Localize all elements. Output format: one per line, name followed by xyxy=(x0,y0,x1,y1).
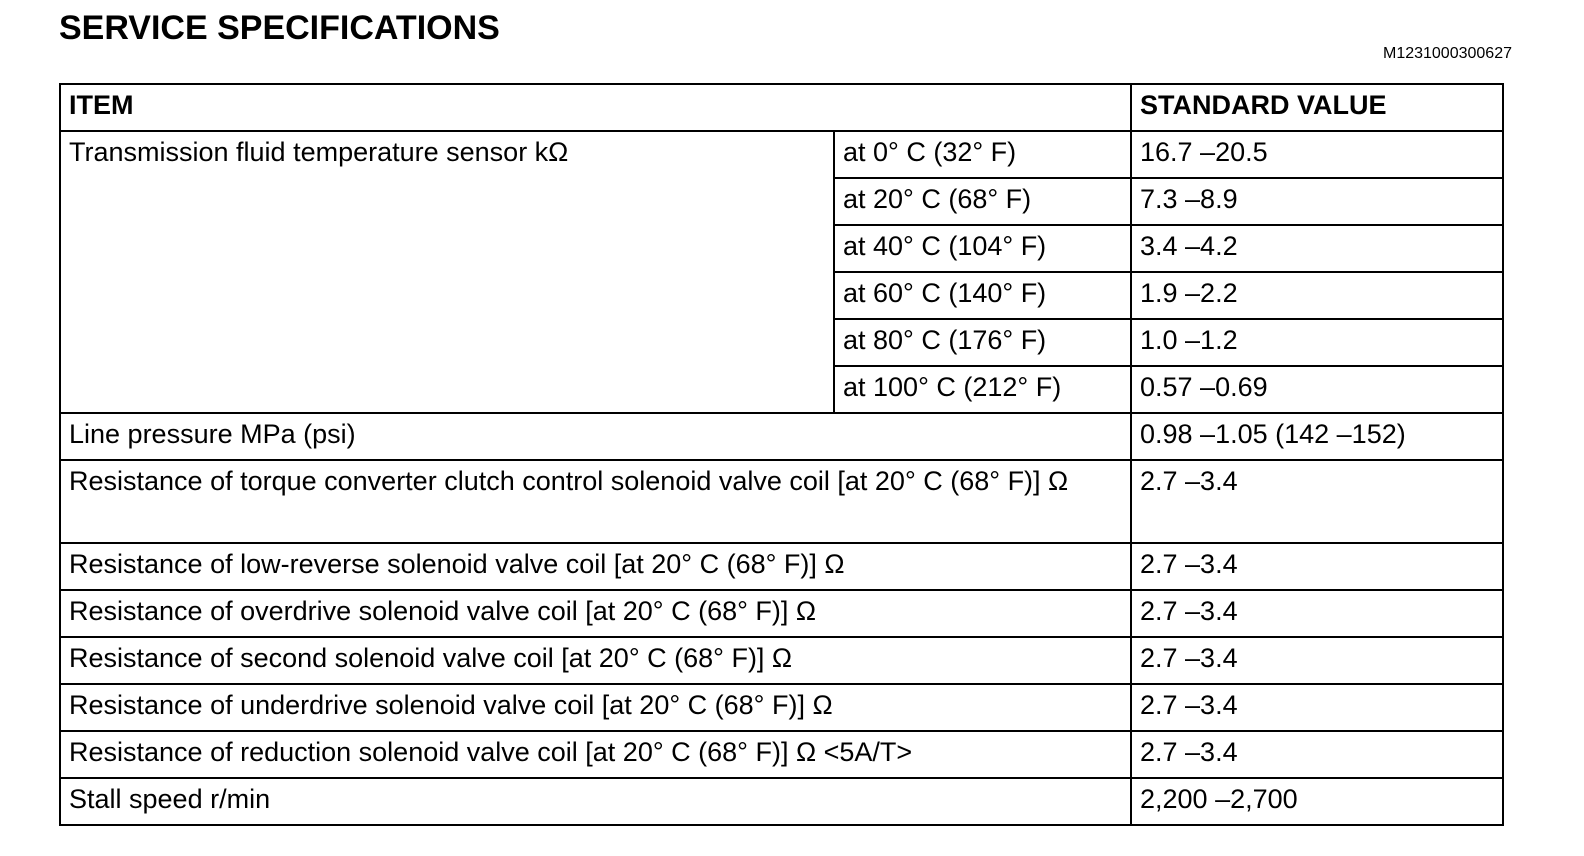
table-row xyxy=(60,684,1503,731)
table-row xyxy=(60,413,1503,460)
temp-condition: at 40° C (104° F) xyxy=(834,225,1131,272)
table-row xyxy=(60,637,1503,684)
service-specifications-table xyxy=(59,83,1504,826)
item-label: Resistance of low-reverse solenoid valve coil [at 20° C (68° F)] Ω xyxy=(60,543,1131,590)
temp-condition: at 20° C (68° F) xyxy=(834,178,1131,225)
standard-value: 7.3 –8.9 xyxy=(1131,178,1503,225)
standard-value: 0.57 –0.69 xyxy=(1131,366,1503,413)
standard-value: 0.98 –1.05 (142 –152) xyxy=(1131,413,1503,460)
document-code: M1231000300627 xyxy=(1382,45,1512,62)
temp-condition: at 100° C (212° F) xyxy=(834,366,1131,413)
standard-value: 2.7 –3.4 xyxy=(1131,543,1503,590)
table-row xyxy=(60,731,1503,778)
temp-condition: at 80° C (176° F) xyxy=(834,319,1131,366)
item-label: Resistance of reduction solenoid valve coil [at 20° C (68° F)] Ω <5A/T> xyxy=(60,731,1131,778)
standard-value: 2.7 –3.4 xyxy=(1131,731,1503,778)
standard-value: 2.7 –3.4 xyxy=(1131,460,1503,543)
header-item: ITEM xyxy=(60,84,1131,131)
item-label: Line pressure MPa (psi) xyxy=(60,413,1131,460)
table-row xyxy=(60,131,1503,178)
table-header-row xyxy=(60,84,1503,131)
table-row xyxy=(60,460,1503,543)
table-row xyxy=(60,543,1503,590)
header-standard-value: STANDARD VALUE xyxy=(1131,84,1503,131)
standard-value: 1.9 –2.2 xyxy=(1131,272,1503,319)
standard-value: 1.0 –1.2 xyxy=(1131,319,1503,366)
standard-value: 2.7 –3.4 xyxy=(1131,590,1503,637)
standard-value: 2.7 –3.4 xyxy=(1131,684,1503,731)
item-label: Resistance of torque converter clutch control solenoid valve coil [at 20° C (68° F)] Ω xyxy=(60,460,1131,543)
temp-condition: at 0° C (32° F) xyxy=(834,131,1131,178)
standard-value: 2.7 –3.4 xyxy=(1131,637,1503,684)
item-label: Resistance of second solenoid valve coil [at 20° C (68° F)] Ω xyxy=(60,637,1131,684)
temp-condition: at 60° C (140° F) xyxy=(834,272,1131,319)
standard-value: 3.4 –4.2 xyxy=(1131,225,1503,272)
page-title: SERVICE SPECIFICATIONS xyxy=(59,9,500,47)
standard-value: 16.7 –20.5 xyxy=(1131,131,1503,178)
standard-value: 2,200 –2,700 xyxy=(1131,778,1503,825)
fluid-temp-sensor-label: Transmission fluid temperature sensor kΩ xyxy=(60,131,834,413)
table-row xyxy=(60,590,1503,637)
table-row xyxy=(60,778,1503,825)
item-label: Resistance of overdrive solenoid valve coil [at 20° C (68° F)] Ω xyxy=(60,590,1131,637)
item-label: Stall speed r/min xyxy=(60,778,1131,825)
item-label: Resistance of underdrive solenoid valve coil [at 20° C (68° F)] Ω xyxy=(60,684,1131,731)
